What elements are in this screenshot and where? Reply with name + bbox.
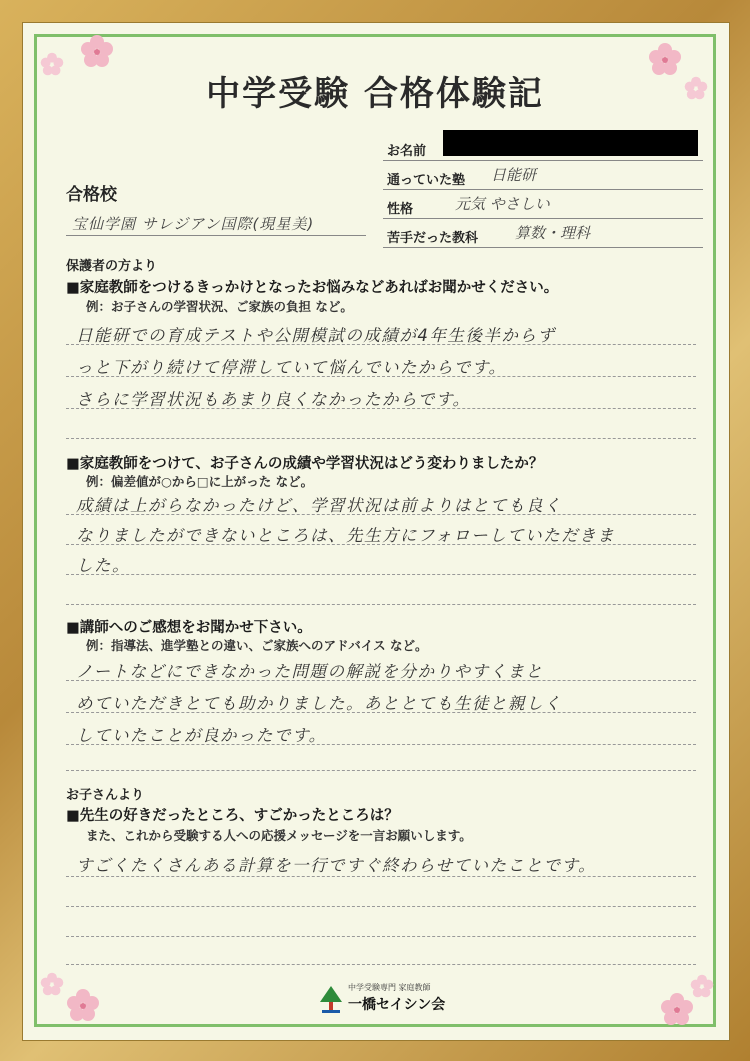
- answer-rule: [66, 964, 696, 965]
- name-redaction: [443, 130, 698, 156]
- juku-value: 日能研: [491, 166, 537, 184]
- answer-rule: [66, 604, 696, 605]
- answer-rule: [66, 514, 696, 515]
- weak-subject-value: 算数・理科: [515, 224, 591, 242]
- answer-rule: [66, 344, 696, 345]
- q3-answer-line: ノートなどにできなかった問題の解説を分かりやすくまと: [76, 662, 544, 681]
- school-value: 宝仙学園 サレジアン国際(現星美): [72, 215, 315, 233]
- student-info-table: [383, 132, 703, 248]
- juku-label: 通っていた塾: [387, 173, 466, 188]
- q2-answer-line: なりましたができないところは、先生方にフォローしていただきま: [76, 526, 616, 545]
- weak-subject-label: 苦手だった教科: [387, 231, 479, 246]
- q3-title: ■講師へのご感想をお聞かせ下さい。: [66, 620, 312, 636]
- logo-tagline: 中学受験専門 家庭教師: [348, 983, 431, 992]
- answer-rule: [66, 574, 696, 575]
- logo-name: 一橋セイシン会: [348, 997, 446, 1013]
- school-underline: [66, 235, 366, 236]
- q1-answer-line: 日能研での育成テストや公開模試の成績が4年生後半からず: [76, 326, 556, 345]
- answer-rule: [66, 680, 696, 681]
- page-title: 中学受験 合格体験記: [206, 74, 544, 114]
- q2-answer-line: 成績は上がらなかったけど、学習状況は前よりはとても良く: [76, 496, 562, 515]
- q4-subtitle: また、これから受験する人への応援メッセージを一言お願いします。: [86, 828, 472, 843]
- answer-rule: [66, 376, 696, 377]
- answer-rule: [66, 876, 696, 877]
- company-logo: [318, 982, 448, 1016]
- answer-rule: [66, 744, 696, 745]
- flower-icon: [40, 972, 64, 996]
- answer-rule: [66, 712, 696, 713]
- answer-rule: [66, 544, 696, 545]
- q1-title: ■家庭教師をつけるきっかけとなったお悩みなどあればお聞かせください。: [66, 280, 559, 296]
- q3-answer-line: していたことが良かったです。: [76, 726, 327, 745]
- flower-icon: [660, 992, 694, 1026]
- q1-answer-line: さらに学習状況もあまり良くなかったからです。: [76, 390, 471, 409]
- q1-example: 例：お子さんの学習状況、ご家族の負担 など。: [86, 299, 353, 314]
- q2-answer-line: した。: [76, 556, 130, 575]
- q1-answer-line: っと下がり続けて停滞していて悩んでいたからです。: [76, 358, 507, 377]
- q4-answer-line: すごくたくさんある計算を一行ですぐ終わらせていたことです。: [76, 856, 597, 875]
- personality-value: 元気 やさしい: [455, 195, 550, 213]
- answer-rule: [66, 408, 696, 409]
- answer-rule: [66, 770, 696, 771]
- q2-title: ■家庭教師をつけて、お子さんの成績や学習状況はどう変わりましたか？: [66, 456, 544, 472]
- q3-example: 例：指導法、進学塾との違い、ご家族へのアドバイス など。: [86, 638, 428, 653]
- q3-answer-line: めていただきとても助かりました。あととても生徒と親しく: [76, 694, 562, 713]
- personality-label: 性格: [387, 202, 414, 217]
- answer-rule: [66, 438, 696, 439]
- weak-subject-row: [383, 219, 703, 248]
- answer-rule: [66, 906, 696, 907]
- name-label: お名前: [387, 144, 427, 159]
- child-section-heading: お子さんより: [66, 788, 145, 803]
- q2-example: 例：偏差値が○から□に上がった など。: [86, 474, 314, 489]
- parent-section-heading: 保護者の方より: [66, 259, 158, 274]
- personality-row: [383, 190, 703, 219]
- flower-icon: [690, 974, 714, 998]
- q4-title: ■先生の好きだったところ、すごかったところは？: [66, 808, 399, 824]
- school-label: 合格校: [66, 185, 117, 205]
- flower-icon: [80, 34, 114, 68]
- answer-rule: [66, 936, 696, 937]
- flower-icon: [66, 988, 100, 1022]
- tree-logo-icon: [318, 984, 344, 1014]
- juku-row: [383, 161, 703, 190]
- name-row: [383, 132, 703, 161]
